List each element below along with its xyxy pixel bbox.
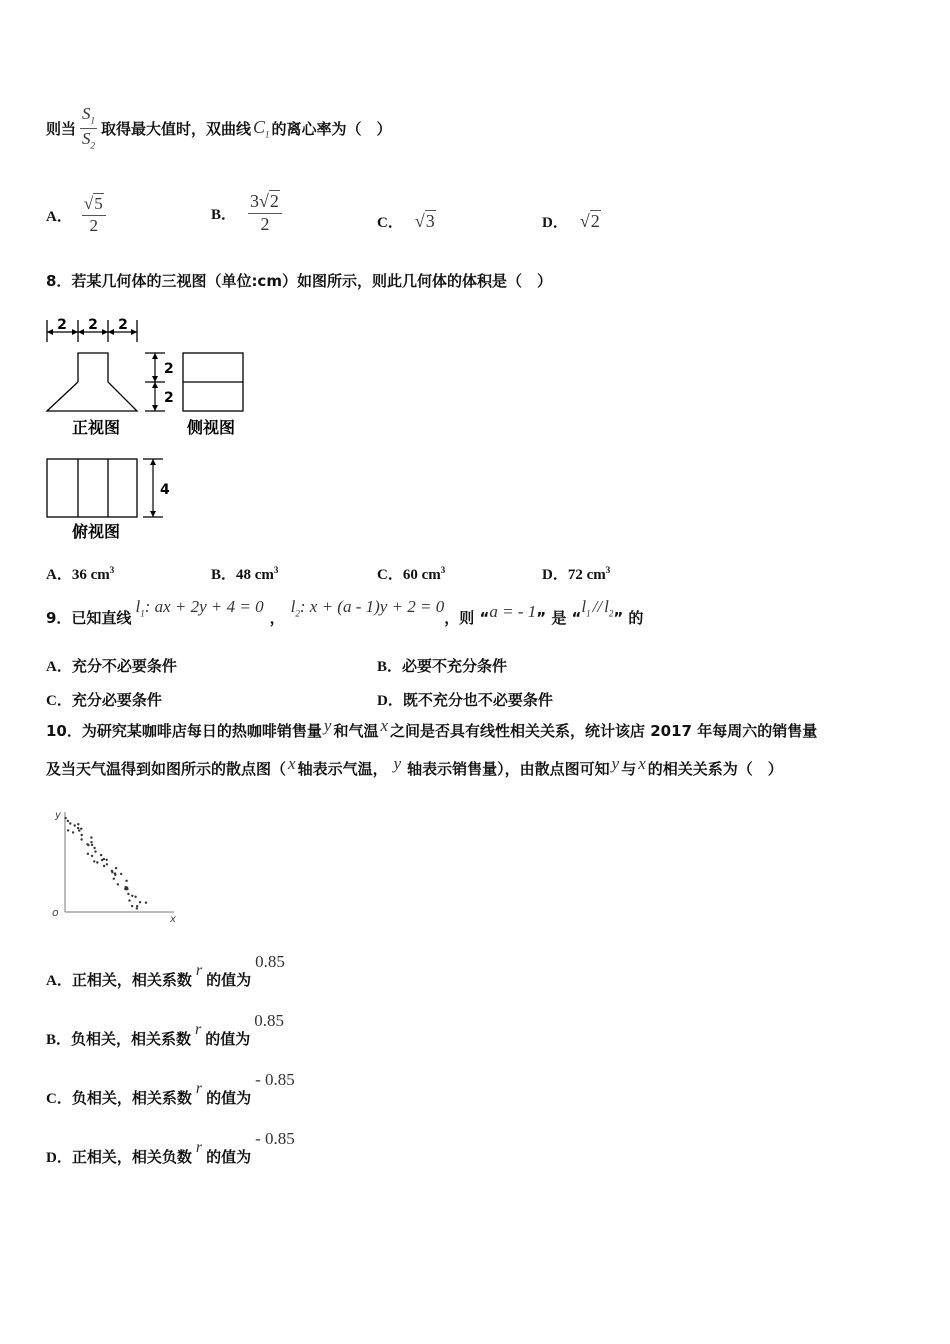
q9-line-l2: $l_2$: x + (a - 1)y + 2 = 0 [290, 596, 445, 618]
q7-option-d: D． √2 [542, 210, 600, 231]
q9-stem: 9．已知直线 $l_1$: ax + 2y + 4 = 0 ， $l_2$: x + (a - 1)y + 2 = 0 ，则 “ a = - 1 ” 是 “ $l_1 // l_2$ ” 的 [46, 596, 644, 627]
dim-w1: 2 [57, 317, 67, 333]
scatter-point [125, 886, 127, 888]
q8-option-c: C．60 $cm^3$ [377, 565, 446, 583]
scatter-point [64, 817, 66, 819]
q7-suffix: 的离心率为（ ） [271, 119, 392, 138]
label-top-view: 俯视图 [71, 522, 121, 541]
scatter-point [131, 905, 133, 907]
scatter-point [91, 855, 93, 857]
q8-option-d: D．72 $cm^3$ [542, 565, 611, 583]
scatter-point [131, 895, 133, 897]
scatter-point [128, 899, 130, 901]
scatter-point [80, 838, 82, 840]
dim-w3: 2 [118, 317, 128, 333]
q10-option-c: C． 负相关，相关系数 r 的值为 - 0.85 [46, 1070, 295, 1107]
q7-option-c: C． √3 [377, 210, 435, 231]
scatter-point [136, 905, 138, 907]
q7-stem [46, 100, 392, 156]
scatter-point [87, 853, 89, 855]
scatter-point [91, 844, 93, 846]
q9-condition: a = - 1 [489, 602, 537, 621]
scatter-point [125, 880, 127, 882]
q9-option-a: A．充分不必要条件 [46, 657, 177, 675]
scatter-point [113, 878, 115, 880]
label-front-view: 正视图 [71, 418, 121, 437]
scatter-point [94, 850, 96, 852]
scatter-point [72, 831, 74, 833]
scatter-point [90, 841, 92, 843]
scatter-point [117, 883, 119, 885]
scatter-point [86, 843, 88, 845]
scatter-point [136, 907, 138, 909]
q9-option-d: D．既不充分也不必要条件 [377, 691, 553, 709]
dim-w2: 2 [88, 317, 98, 333]
scatter-point [106, 859, 108, 861]
q9-parallel: $l_1 // l_2$ [581, 596, 614, 618]
scatter-point [77, 823, 79, 825]
scatter-point [93, 860, 95, 862]
q10-option-a: A． 正相关，相关系数 r 的值为 0.85 [46, 952, 285, 989]
q8-stem: 8．若某几何体的三视图（单位:cm）如图所示，则此几何体的体积是（ ） [46, 272, 552, 290]
scatter-x-label: x [170, 914, 176, 925]
q8-option-b: B．48 $cm^3$ [211, 565, 279, 583]
scatter-y-label: y [55, 810, 61, 821]
q10-stem-line1: 10．为研究某咖啡店每日的热咖啡销售量 y 和气温 x 之间是否具有线性相关关系，统计该店 2017 年每周六的销售量 [46, 716, 818, 740]
q7-fraction: $\frac{S_1}{S_2}$ [82, 104, 96, 150]
scatter-point [106, 863, 108, 865]
scatter-point [100, 854, 102, 856]
scatter-point [93, 847, 95, 849]
scatter-point [139, 901, 141, 903]
q7-curve: $C_1$ [253, 116, 270, 140]
dim-h3: 4 [160, 482, 170, 498]
label-side-view: 侧视图 [186, 418, 236, 437]
scatter-point [134, 896, 136, 898]
q10-stem-line2: 及当天气温得到如图所示的散点图（ x 轴表示气温， y 轴表示销售量），由散点图可知 y 与 x 的相关关系为（ ） [46, 754, 783, 778]
scatter-point [111, 871, 113, 873]
q7-middle: 取得最大值时，双曲线 [101, 119, 252, 138]
dim-h2: 2 [164, 390, 174, 406]
dim-h1: 2 [164, 361, 174, 377]
scatter-plot [46, 806, 181, 926]
q10-option-d: D． 正相关，相关负数 r 的值为 - 0.85 [46, 1129, 295, 1166]
scatter-point [115, 867, 117, 869]
scatter-point [67, 820, 69, 822]
scatter-point [80, 828, 82, 830]
three-view-figure [40, 312, 270, 544]
scatter-point [77, 827, 79, 829]
scatter-point [145, 902, 147, 904]
scatter-point [78, 829, 80, 831]
q9-option-b: B．必要不充分条件 [377, 657, 508, 675]
q8-option-a: A．36 $cm^3$ [46, 565, 115, 583]
scatter-point [101, 859, 103, 861]
scatter-point [114, 872, 116, 874]
scatter-points [64, 817, 147, 910]
scatter-origin-label: o [52, 906, 59, 919]
scatter-point [74, 824, 76, 826]
q9-option-c: C．充分必要条件 [46, 691, 162, 709]
scatter-point [103, 865, 105, 867]
q9-line-l1: $l_1$: ax + 2y + 4 = 0 [135, 596, 264, 618]
scatter-point [125, 888, 127, 890]
q10-option-b: B． 负相关，相关系数 r 的值为 0.85 [46, 1011, 285, 1048]
q7-prefix: 则当 [46, 119, 77, 138]
front-view-shape [47, 353, 137, 411]
scatter-point [81, 834, 83, 836]
q7-option-b: B． $\frac{3√2}{2}$ [211, 186, 282, 240]
scatter-point [67, 829, 69, 831]
scatter-point [127, 893, 129, 895]
scatter-point [96, 861, 98, 863]
q7-option-a: A． $\frac{√5}{2}$ [46, 190, 106, 240]
scatter-point [69, 822, 71, 824]
scatter-point [120, 873, 122, 875]
scatter-point [90, 836, 92, 838]
top-view-shape [47, 459, 137, 517]
